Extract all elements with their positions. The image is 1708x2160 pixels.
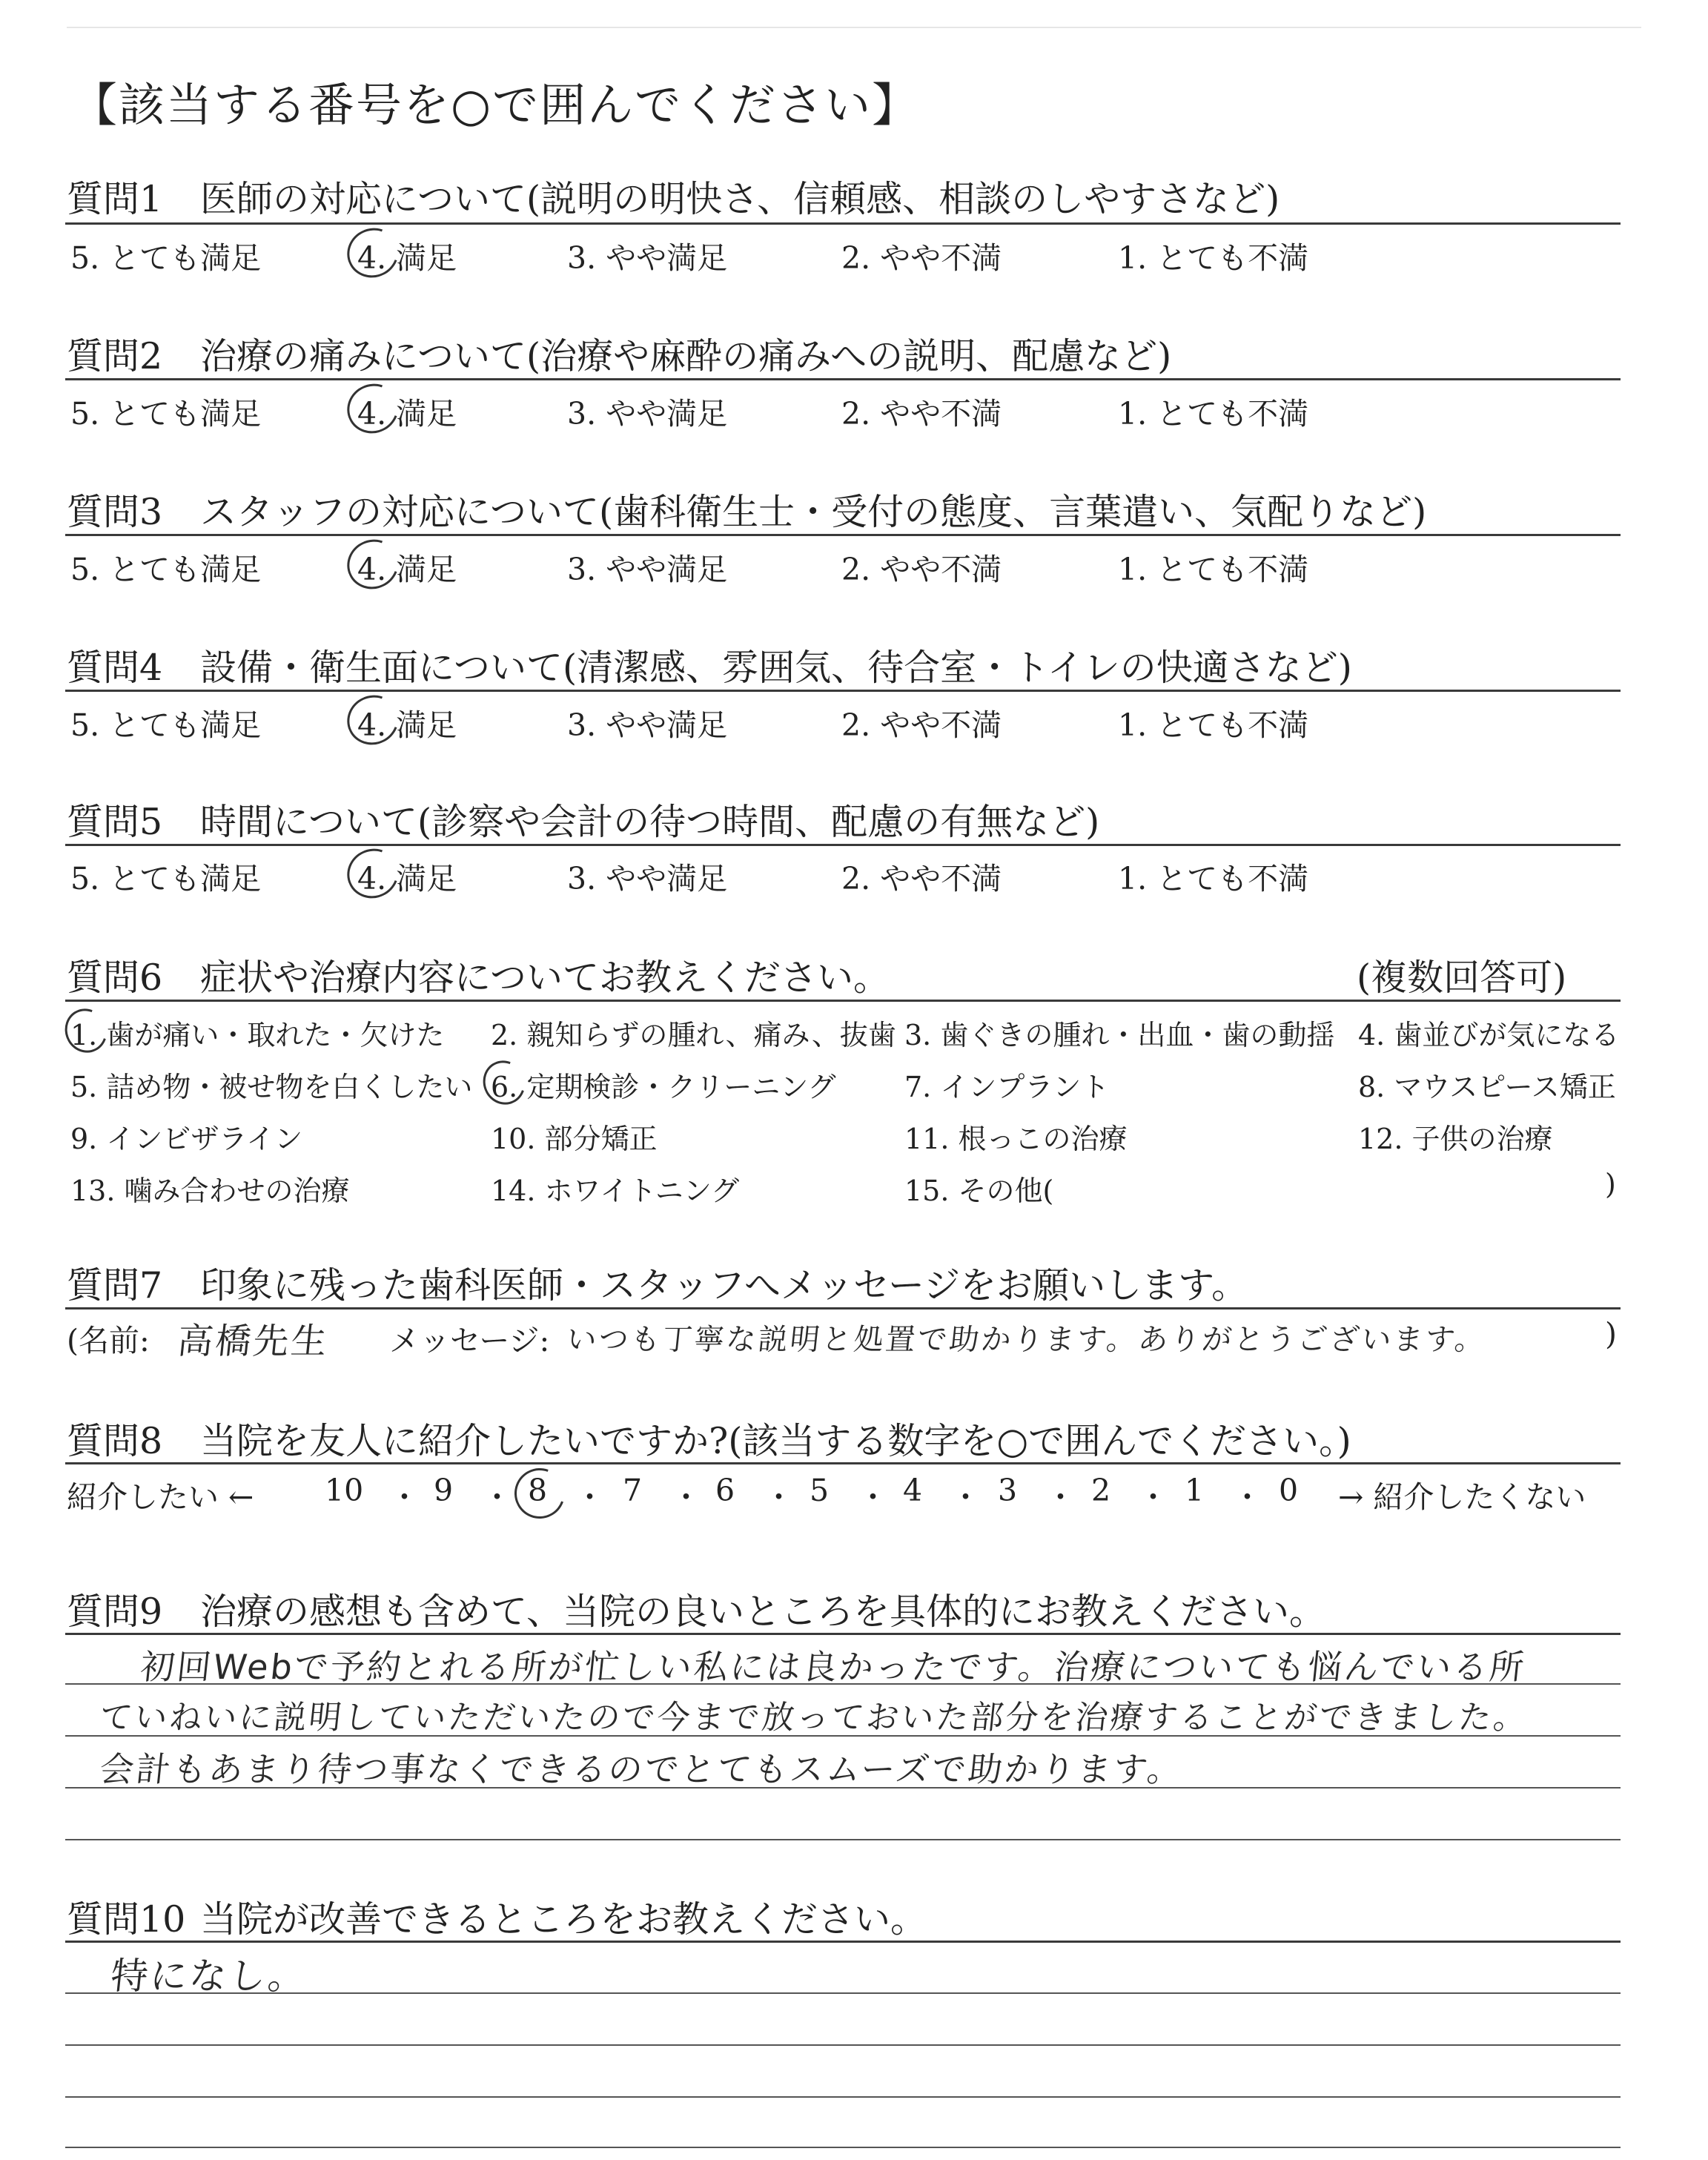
rating-option-5[interactable]: 5. とても満足: [70, 240, 262, 276]
rating-option-2[interactable]: 2. やや不満: [841, 552, 1002, 587]
question-number: 質問7: [67, 1264, 163, 1307]
other-close-paren: ): [1605, 1168, 1616, 1200]
scale-dot: ・: [858, 1479, 888, 1515]
symptom-option-8[interactable]: 8. マウスピース矯正: [1358, 1071, 1616, 1103]
answer-line: [65, 1992, 1621, 1994]
name-label: (名前:: [67, 1323, 150, 1358]
question-rule: [65, 534, 1621, 536]
rating-option-4[interactable]: 4. 満足: [357, 396, 457, 432]
handwritten-line[interactable]: 初回Webで予約とれる所が忙しい私には良かったです。治療についても悩んでいる所: [138, 1647, 1529, 1687]
question-3: [67, 483, 1426, 535]
question-2: [67, 328, 1171, 380]
question-number: 質問1: [67, 178, 163, 220]
recommend-left-label: 紹介したい ←: [67, 1479, 254, 1515]
scale-dot: ・: [482, 1479, 512, 1515]
symptom-option-1[interactable]: 1. 歯が痛い・取れた・欠けた: [70, 1019, 445, 1051]
question-text: 症状や治療内容についてお教えください。: [200, 957, 890, 999]
scale-0[interactable]: 0: [1279, 1473, 1299, 1508]
scale-6[interactable]: 6: [715, 1473, 735, 1508]
question-rule: [65, 1000, 1621, 1002]
question-8: [67, 1413, 1351, 1464]
rating-option-3[interactable]: 3. やや満足: [567, 240, 728, 276]
rating-option-1[interactable]: 1. とても不満: [1118, 240, 1309, 276]
handwritten-message[interactable]: いつも丁寧な説明と処置で助かります。ありがとうございます。: [565, 1323, 1489, 1357]
rating-option-5[interactable]: 5. とても満足: [70, 396, 262, 432]
question-rule: [65, 222, 1621, 225]
symptom-option-11[interactable]: 11. 根っこの治療: [904, 1123, 1128, 1155]
page-heading: 【該当する番号を○で囲んでください】: [71, 78, 920, 132]
question-number: 質問5: [67, 801, 163, 843]
question-rule: [65, 378, 1621, 380]
answer-line: [65, 1735, 1621, 1737]
recommend-right-label: → 紹介したくない: [1338, 1479, 1586, 1515]
message-label: メッセージ:: [389, 1323, 550, 1358]
rating-option-1[interactable]: 1. とても不満: [1118, 396, 1309, 432]
symptom-option-13[interactable]: 13. 噛み合わせの治療: [70, 1175, 350, 1207]
rating-option-4[interactable]: 4. 満足: [357, 707, 457, 743]
question-rule: [65, 1941, 1621, 1943]
answer-line: [65, 2147, 1621, 2148]
rating-option-2[interactable]: 2. やや不満: [841, 707, 1002, 743]
question-4: [67, 639, 1352, 691]
message-close-paren: ): [1605, 1316, 1617, 1352]
question-number: 質問6: [67, 957, 163, 999]
symptom-option-6[interactable]: 6. 定期検診・クリーニング: [491, 1071, 836, 1103]
question-1: [67, 171, 1280, 222]
scale-dot: ・: [764, 1479, 794, 1515]
question-5: [67, 793, 1099, 845]
question-rule: [65, 690, 1621, 692]
question-number: 質問4: [67, 647, 163, 689]
scale-7[interactable]: 7: [623, 1473, 643, 1508]
symptom-option-12[interactable]: 12. 子供の治療: [1358, 1123, 1553, 1155]
multiple-answers-note: (複数回答可): [1357, 957, 1567, 999]
handwritten-line[interactable]: 特になし。: [108, 1955, 310, 1998]
symptom-option-15[interactable]: 15. その他(: [904, 1175, 1054, 1207]
question-9: [67, 1583, 1325, 1635]
rating-option-3[interactable]: 3. やや満足: [567, 396, 728, 432]
rating-option-4[interactable]: 4. 満足: [357, 861, 457, 896]
question-text: スタッフの対応について(歯科衛生士・受付の態度、言葉遣い、気配りなど): [200, 491, 1427, 533]
answer-line: [65, 2096, 1621, 2098]
scale-dot: ・: [1138, 1479, 1168, 1515]
symptom-option-9[interactable]: 9. インビザライン: [70, 1123, 303, 1155]
answer-line: [65, 1683, 1621, 1685]
question-6: [67, 949, 1567, 1001]
symptom-option-14[interactable]: 14. ホワイトニング: [491, 1175, 740, 1207]
scale-8[interactable]: 8: [528, 1473, 548, 1508]
scale-dot: ・: [1232, 1479, 1262, 1515]
scale-dot: ・: [575, 1479, 605, 1515]
question-rule: [65, 844, 1621, 846]
handwritten-line[interactable]: ていねいに説明していただいたので今まで放っておいた部分を治療することができました。: [97, 1699, 1531, 1737]
scale-4[interactable]: 4: [903, 1473, 923, 1508]
question-text: 当院が改善できるところをお教えください。: [200, 1898, 927, 1941]
rating-option-1[interactable]: 1. とても不満: [1118, 552, 1309, 587]
rating-option-5[interactable]: 5. とても満足: [70, 552, 262, 587]
rating-option-3[interactable]: 3. やや満足: [567, 707, 728, 743]
symptom-option-10[interactable]: 10. 部分矯正: [491, 1123, 658, 1155]
scale-3[interactable]: 3: [998, 1473, 1018, 1508]
symptom-option-5[interactable]: 5. 詰め物・被せ物を白くしたい: [70, 1071, 473, 1103]
question-text: 印象に残った歯科医師・スタッフへメッセージをお願いします。: [200, 1264, 1248, 1307]
scale-9[interactable]: 9: [434, 1473, 454, 1508]
question-text: 当院を友人に紹介したいですか?(該当する数字を○で囲んでください。): [200, 1420, 1351, 1462]
handwritten-name[interactable]: 高橋先生: [175, 1321, 331, 1362]
scale-2[interactable]: 2: [1091, 1473, 1111, 1508]
question-number: 質問2: [67, 335, 163, 377]
scale-10[interactable]: 10: [325, 1473, 364, 1508]
question-number: 質問9: [67, 1591, 163, 1633]
answer-line: [65, 2044, 1621, 2046]
question-rule: [65, 1462, 1621, 1464]
scale-1[interactable]: 1: [1185, 1473, 1205, 1508]
question-text: 設備・衛生面について(清潔感、雰囲気、待合室・トイレの快適さなど): [200, 647, 1352, 689]
question-rule: [65, 1633, 1621, 1635]
answer-line: [65, 1787, 1621, 1789]
rating-option-3[interactable]: 3. やや満足: [567, 861, 728, 896]
question-number: 質問10: [67, 1898, 186, 1941]
symptom-option-7[interactable]: 7. インプラント: [904, 1071, 1110, 1103]
rating-option-2[interactable]: 2. やや不満: [841, 240, 1002, 276]
symptom-option-4[interactable]: 4. 歯並びが気になる: [1358, 1019, 1620, 1051]
question-7: [67, 1257, 1248, 1309]
symptom-option-3[interactable]: 3. 歯ぐきの腫れ・出血・歯の動揺: [904, 1019, 1335, 1051]
symptom-option-2[interactable]: 2. 親知らずの腫れ、痛み、抜歯: [491, 1019, 896, 1051]
question-10: [67, 1891, 927, 1943]
answer-line: [65, 1839, 1621, 1840]
rating-option-2[interactable]: 2. やや不満: [841, 861, 1002, 896]
question-text: 治療の感想も含めて、当院の良いところを具体的にお教えください。: [200, 1591, 1326, 1633]
rating-option-3[interactable]: 3. やや満足: [567, 552, 728, 587]
question-text: 治療の痛みについて(治療や麻酔の痛みへの説明、配慮など): [200, 335, 1172, 377]
rating-option-5[interactable]: 5. とても満足: [70, 861, 262, 896]
handwritten-line[interactable]: 会計もあまり待つ事なくできるのでとてもスムーズで助かります。: [97, 1749, 1186, 1789]
selection-circle: [506, 1460, 573, 1527]
scale-5[interactable]: 5: [810, 1473, 830, 1508]
rating-option-1[interactable]: 1. とても不満: [1118, 861, 1309, 896]
rating-option-2[interactable]: 2. やや不満: [841, 396, 1002, 432]
question-number: 質問8: [67, 1420, 163, 1462]
rating-option-4[interactable]: 4. 満足: [357, 552, 457, 587]
rating-option-4[interactable]: 4. 満足: [357, 240, 457, 276]
question-text: 医師の対応について(説明の明快さ、信頼感、相談のしやすさなど): [200, 178, 1280, 220]
question-rule: [65, 1307, 1621, 1309]
scale-dot: ・: [671, 1479, 701, 1515]
page-top-rule: [67, 27, 1641, 28]
scale-dot: ・: [389, 1479, 420, 1515]
rating-option-1[interactable]: 1. とても不満: [1118, 707, 1309, 743]
question-text: 時間について(診察や会計の待つ時間、配慮の有無など): [200, 801, 1100, 843]
scale-dot: ・: [1045, 1479, 1076, 1515]
rating-option-5[interactable]: 5. とても満足: [70, 707, 262, 743]
question-number: 質問3: [67, 491, 163, 533]
scale-dot: ・: [950, 1479, 981, 1515]
